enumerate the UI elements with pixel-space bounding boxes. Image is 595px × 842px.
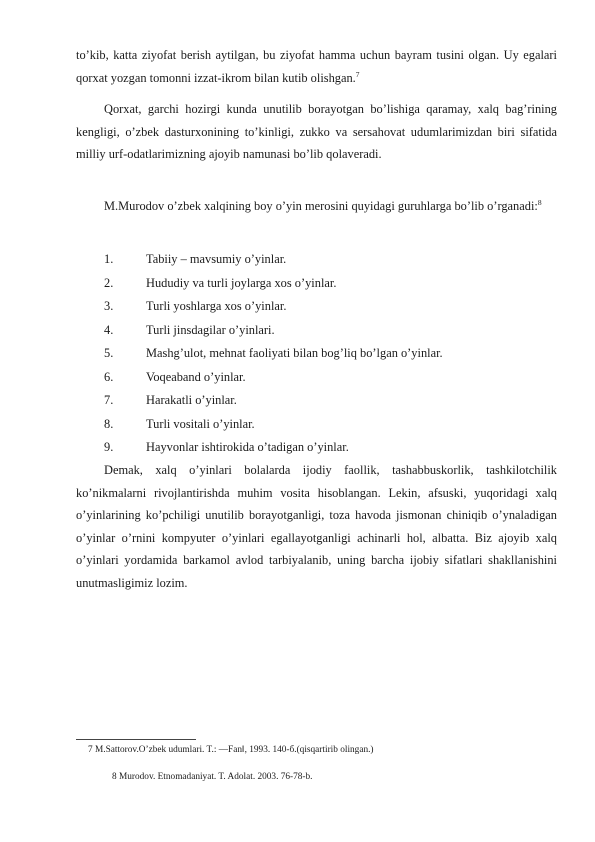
list-number: 1. xyxy=(104,252,114,266)
list-text: Turli vositali o’yinlar. xyxy=(146,416,255,431)
footnote-number: 7 xyxy=(88,745,93,755)
footnote-text: Murodov. Etnomadaniyat. T. Adolat. 2003. 76-78-b. xyxy=(118,772,313,782)
footnote-7 xyxy=(88,744,374,756)
list-text: Hududiy va turli joylarga xos o’yinlar. xyxy=(146,275,337,290)
list-text: Hayvonlar ishtirokida o’tadigan o’yinlar. xyxy=(146,440,349,454)
list-number: 8. xyxy=(104,416,114,431)
list-number: 3. xyxy=(104,299,114,313)
list-text: Turli yoshlarga xos o’yinlar. xyxy=(146,299,287,313)
list-text: Turli jinsdagilar o’yinlari. xyxy=(146,322,275,337)
list-text: Harakatli o’yinlar. xyxy=(146,393,237,407)
list-number: 9. xyxy=(104,440,114,454)
footnote-separator xyxy=(76,739,196,740)
footnote-ref-8[interactable]: 8 xyxy=(537,197,542,207)
paragraph-text: M.Murodov o’zbek xalqining boy o’yin merosini quyidagi guruhlarga bo’lib o’rganadi: xyxy=(104,199,538,213)
paragraph-continuation xyxy=(76,44,557,89)
footnote-8 xyxy=(112,771,312,783)
list-text: Tabiiy – mavsumiy o’yinlar. xyxy=(146,252,287,266)
footnote-ref-7[interactable]: 7 xyxy=(355,69,360,79)
list-number: 2. xyxy=(104,275,114,290)
paragraph-qorxat: Qorxat, garchi hozirgi kunda unutilib borayotgan bo’lishiga qaramay, xalq bag’rining kengligi, o’zbek dasturxonining to’kinligi, zukko va sersahovat udumlarimizdan biri sifatida milliy urf-odatlarimizning ajoyib namunasi bo’lib qolaveradi. xyxy=(76,102,557,162)
footnote-text: M.Sattorov.O’zbek udumlari. T.: —Fan‖, 1993. 140-б.(qisqartirib olingan.) xyxy=(94,745,374,755)
paragraph-text: to’kib, katta ziyofat berish aytilgan, bu ziyofat hamma uchun bayram tusini olgan. Uy egalari qorxat yozgan tomonni izzat-ikrom bilan kutib olishgan. xyxy=(76,48,557,85)
list-number: 5. xyxy=(104,346,114,360)
list-text: Voqeaband o’yinlar. xyxy=(146,369,246,384)
list-text: Mashg’ulot, mehnat faoliyati bilan bog’liq bo’lgan o’yinlar. xyxy=(146,346,443,360)
list-number: 4. xyxy=(104,322,114,337)
paragraph-conclusion: Demak, xalq o’yinlari bolalarda ijodiy faollik, tashabbuskorlik, tashkilotchilik ko’nikmalarni rivojlantirishda muhim vosita hisoblangan. Lekin, afsuski, yuqoridagi xalq o’yinlarining ko’pchiligi unutilib borayotganligi, toza havoda jismonan chiniqib o’ynaladigan o’yinlar o’rnini kompyuter o’yinlari egallayotganligi achinarli hol, albatta. Biz ajoyib xalq o’yinlari yordamida barkamol avlod tarbiyalanib, uning barcha ijobiy sifatlari shakllanishini unutmasligimiz lozim. xyxy=(76,463,557,590)
paragraph-murodov xyxy=(76,195,557,218)
list-number: 7. xyxy=(104,393,114,407)
list-number: 6. xyxy=(104,369,114,384)
footnote-number: 8 xyxy=(112,772,117,782)
